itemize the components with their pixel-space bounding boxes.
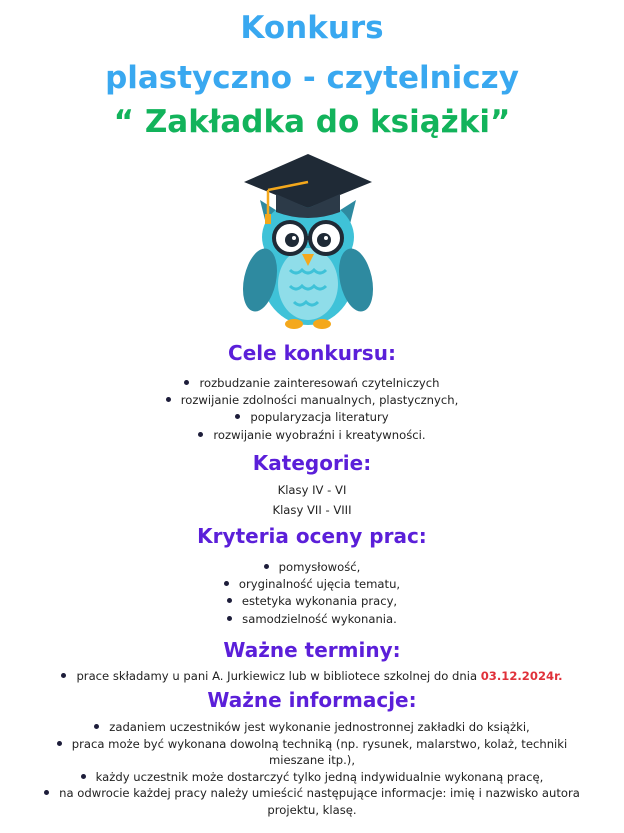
owl-with-graduation-cap-icon: [238, 152, 378, 334]
list-item-continuation: mieszane itp.),: [268, 753, 356, 768]
bullet-icon: [235, 414, 240, 419]
bullet-icon: [57, 741, 62, 746]
list-item: [0, 668, 624, 685]
section-heading-kryteria: Kryteria oceny prac:: [197, 524, 427, 548]
list-item: oryginalność ujęcia tematu,: [0, 576, 624, 593]
list-item: rozbudzanie zainteresowań czytelniczych: [0, 375, 624, 392]
list-kryteria: [0, 559, 624, 628]
bullet-icon: [94, 724, 99, 729]
section-heading-cele: Cele konkursu:: [228, 341, 396, 365]
title-line-3: “ Zakładka do książki”: [113, 104, 511, 140]
bullet-icon: [227, 616, 232, 621]
list-item: rozwijanie zdolności manualnych, plastycznych,: [0, 392, 624, 409]
list-item: popularyzacja literatury: [0, 409, 624, 426]
list-item: rozwijanie wyobraźni i kreatywności.: [0, 427, 624, 444]
bullet-icon: [61, 673, 66, 678]
bullet-icon: [184, 380, 189, 385]
list-cele: [0, 375, 624, 444]
bullet-icon: [224, 581, 229, 586]
title-line-1: Konkurs: [240, 10, 384, 46]
list-item-continuation: projektu, klasę.: [267, 802, 357, 817]
list-item: samodzielność wykonania.: [0, 611, 624, 628]
deadline-date: 03.12.2024r.: [480, 669, 563, 683]
list-item: na odwrocie każdej pracy należy umieścić następujące informacje: imię i nazwisko autora: [0, 785, 624, 802]
bullet-icon: [198, 432, 203, 437]
bullet-icon: [227, 598, 232, 603]
list-item: estetyka wykonania pracy,: [0, 593, 624, 610]
section-heading-terminy: Ważne terminy:: [223, 638, 401, 662]
bullet-icon: [44, 790, 49, 795]
bullet-icon: [166, 397, 171, 402]
list-informacje: [0, 719, 624, 819]
bullet-icon: [81, 774, 86, 779]
list-item: każdy uczestnik może dostarczyć tylko jedną indywidualnie wykonaną pracę,: [0, 769, 624, 786]
deadline-text: prace składamy u pani A. Jurkiewicz lub w bibliotece szkolnej do dnia: [76, 669, 481, 683]
list-item: praca może być wykonana dowolną techniką (np. rysunek, malarstwo, kolaż, techniki: [0, 736, 624, 753]
section-heading-informacje: Ważne informacje:: [207, 688, 417, 712]
bullet-icon: [264, 564, 269, 569]
list-terminy: [0, 668, 624, 685]
category-item: Klasy IV - VI: [277, 483, 347, 497]
title-line-2: plastyczno - czytelniczy: [105, 60, 519, 96]
section-heading-kategorie: Kategorie:: [252, 451, 372, 475]
list-item: zadaniem uczestników jest wykonanie jednostronnej zakładki do książki,: [0, 719, 624, 736]
list-item: pomysłowość,: [0, 559, 624, 576]
category-item: Klasy VII - VIII: [272, 503, 352, 517]
